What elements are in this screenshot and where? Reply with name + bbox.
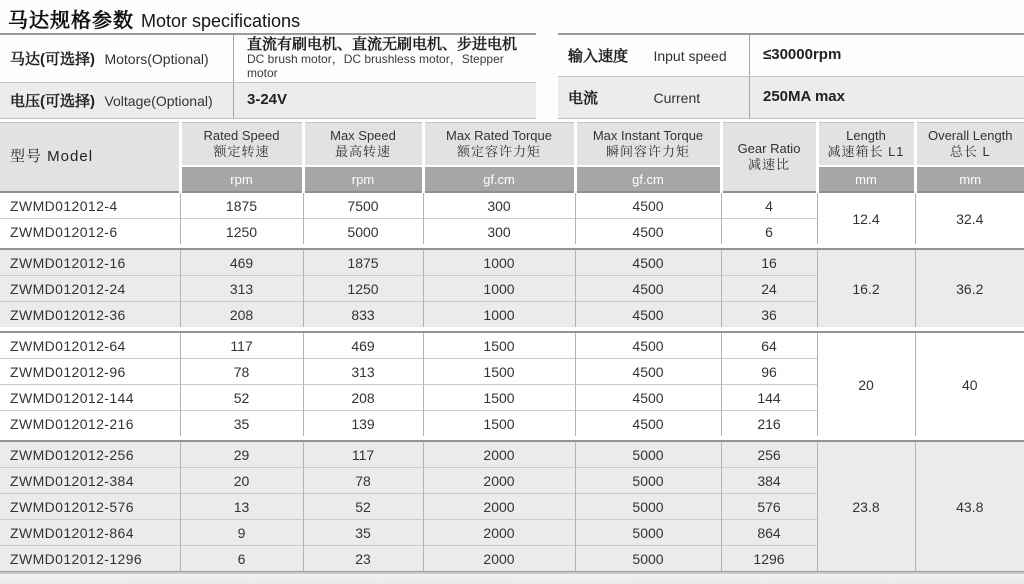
max-speed-cell: 35 [303,520,423,546]
motor-spec-table [0,122,1024,574]
max-instant-torque-cell: 4500 [575,411,721,437]
input-speed-label-en: Input speed [653,47,727,64]
max-speed-cell: 139 [303,411,423,437]
unit-length: mm [817,166,915,192]
max-speed-cell: 117 [303,441,423,468]
max-speed-cell: 23 [303,546,423,573]
rated-speed-cell: 469 [180,249,303,276]
max-rated-torque-cell: 300 [423,192,575,219]
rated-speed-cell: 6 [180,546,303,573]
gear-ratio-cell: 256 [721,441,817,468]
max-speed-cell: 1250 [303,276,423,302]
overall-length-en: Overall Length [927,127,1013,143]
max-rated-torque-cell: 1000 [423,302,575,328]
voltage-value: 3-24V [247,91,288,109]
col-header-max-speed [303,123,423,167]
model-cell: ZWMD012012-256 [0,441,180,468]
gear-ratio-cell: 24 [721,276,817,302]
current-label-cell [558,76,750,118]
current-row [558,76,1024,118]
model-cell: ZWMD012012-1296 [0,546,180,573]
voltage-value-cell [234,82,537,118]
rated-speed-cell: 20 [180,468,303,494]
model-cell: ZWMD012012-216 [0,411,180,437]
current-value: 250MA max [763,88,845,106]
rated-speed-cell: 29 [180,441,303,468]
spec-row-group [0,192,1024,244]
col-header-max-rated-torque [423,123,575,167]
max-rated-torque-cell: 2000 [423,468,575,494]
gear-ratio-cell: 144 [721,385,817,411]
current-label-en: Current [653,89,701,106]
scan-artifact-band [0,572,1024,584]
max-speed-cell: 1875 [303,249,423,276]
max-speed-cell: 52 [303,494,423,520]
max-rated-torque-cell: 1500 [423,359,575,385]
max-instant-torque-cell: 4500 [575,249,721,276]
motors-label-en: Motors(Optional) [104,50,209,67]
max-instant-torque-cell: 4500 [575,302,721,328]
motors-row [0,34,536,82]
max-instant-torque-cell: 4500 [575,332,721,359]
model-cell: ZWMD012012-64 [0,332,180,359]
page-title-en: Motor specifications [141,11,301,31]
voltage-label-cell [0,82,234,118]
model-cell: ZWMD012012-144 [0,385,180,411]
col-header-rated-speed [180,123,303,167]
col-header-overall-length [915,123,1024,167]
unit-max-speed: rpm [303,166,423,192]
length-cell: 20 [817,332,915,436]
rated-speed-en: Rated Speed [203,127,280,143]
max-instant-torque-cell: 4500 [575,359,721,385]
max-rated-torque-cell: 2000 [423,441,575,468]
length-cell: 23.8 [817,441,915,573]
model-cell: ZWMD012012-384 [0,468,180,494]
unit-max-rated-torque: gf.cm [423,166,575,192]
col-header-length [817,123,915,167]
voltage-label-zh: 电压(可选择) [10,92,95,110]
rated-speed-cell: 52 [180,385,303,411]
rated-speed-cell: 313 [180,276,303,302]
overall-length-cell: 43.8 [915,441,1024,573]
max-instant-torque-cell: 4500 [575,192,721,219]
spec-row-group [0,441,1024,573]
max-instant-torque-cell: 5000 [575,441,721,468]
input-speed-row [558,34,1024,76]
max-speed-cell: 5000 [303,219,423,245]
max-rated-torque-cell: 2000 [423,546,575,573]
overall-length-cell: 32.4 [915,192,1024,244]
model-cell: ZWMD012012-864 [0,520,180,546]
gear-ratio-en: Gear Ratio [737,140,801,156]
max-instant-torque-en: Max Instant Torque [592,127,704,143]
spec-row-group [0,332,1024,436]
max-rated-torque-zh: 额定容许力矩 [456,144,541,159]
max-speed-cell: 313 [303,359,423,385]
max-rated-torque-cell: 1500 [423,332,575,359]
unit-max-instant-torque: gf.cm [575,166,721,192]
max-instant-torque-cell: 4500 [575,219,721,245]
max-instant-torque-cell: 5000 [575,546,721,573]
input-speed-value: ≤30000rpm [763,46,842,64]
max-speed-cell: 208 [303,385,423,411]
motors-label-zh: 马达(可选择) [10,50,95,68]
model-cell: ZWMD012012-6 [0,219,180,245]
max-rated-torque-cell: 1000 [423,276,575,302]
max-speed-en: Max Speed [330,127,396,143]
gear-ratio-zh: 减速比 [747,157,790,172]
input-speed-value-cell [750,34,1024,76]
max-rated-torque-cell: 1500 [423,411,575,437]
model-cell: ZWMD012012-24 [0,276,180,302]
input-speed-label-cell [558,34,750,76]
model-cell: ZWMD012012-4 [0,192,180,219]
col-header-model: 型号 Model [0,123,180,193]
col-header-gear-ratio [721,123,817,193]
max-instant-torque-cell: 5000 [575,468,721,494]
max-speed-cell: 469 [303,332,423,359]
max-instant-torque-zh: 瞬间容许力矩 [605,144,690,159]
rated-speed-cell: 9 [180,520,303,546]
motor-options-table [0,33,536,119]
col-header-max-instant-torque [575,123,721,167]
gear-ratio-cell: 576 [721,494,817,520]
max-rated-torque-en: Max Rated Torque [446,127,552,143]
rated-speed-cell: 35 [180,411,303,437]
current-label-zh: 电流 [568,89,599,107]
spec-row [0,192,1024,219]
rated-speed-cell: 78 [180,359,303,385]
spec-table-header [0,123,1024,193]
max-speed-cell: 78 [303,468,423,494]
motors-value-en: DC brush motor，DC brushless motor，Stepper motor [247,52,504,81]
length-zh: 减速箱长 L1 [827,144,905,159]
gear-ratio-cell: 64 [721,332,817,359]
gear-ratio-cell: 36 [721,302,817,328]
unit-rated-speed: rpm [180,166,303,192]
spec-row [0,441,1024,468]
rated-speed-cell: 1875 [180,192,303,219]
max-speed-zh: 最高转速 [334,144,391,159]
rated-speed-cell: 1250 [180,219,303,245]
gear-ratio-cell: 384 [721,468,817,494]
max-instant-torque-cell: 4500 [575,276,721,302]
rated-speed-cell: 117 [180,332,303,359]
voltage-label-en: Voltage(Optional) [104,92,213,109]
model-cell: ZWMD012012-576 [0,494,180,520]
max-rated-torque-cell: 300 [423,219,575,245]
max-speed-cell: 7500 [303,192,423,219]
motors-label-cell [0,34,234,82]
page-title-zh: 马达规格参数 [8,10,134,32]
max-rated-torque-cell: 1500 [423,385,575,411]
max-rated-torque-cell: 1000 [423,249,575,276]
input-speed-label-zh: 输入速度 [568,47,629,65]
spec-row-group [0,249,1024,327]
length-en: Length [846,127,886,143]
top-info-section [0,33,1024,119]
gear-ratio-cell: 6 [721,219,817,245]
max-instant-torque-cell: 5000 [575,494,721,520]
max-rated-torque-cell: 2000 [423,494,575,520]
max-instant-torque-cell: 5000 [575,520,721,546]
current-value-cell [750,76,1024,118]
rated-speed-cell: 13 [180,494,303,520]
gear-ratio-cell: 864 [721,520,817,546]
overall-length-cell: 36.2 [915,249,1024,327]
max-instant-torque-cell: 4500 [575,385,721,411]
max-rated-torque-cell: 2000 [423,520,575,546]
gear-ratio-cell: 16 [721,249,817,276]
motors-value-cell [234,34,537,82]
spec-row [0,249,1024,276]
gear-ratio-cell: 216 [721,411,817,437]
max-speed-cell: 833 [303,302,423,328]
rated-speed-cell: 208 [180,302,303,328]
spec-row [0,332,1024,359]
length-cell: 12.4 [817,192,915,244]
overall-length-zh: 总长 L [949,144,991,159]
length-cell: 16.2 [817,249,915,327]
header-row [0,123,1024,167]
unit-overall-length: mm [915,166,1024,192]
gear-ratio-cell: 1296 [721,546,817,573]
page-title [8,4,300,33]
electrical-specs-table [558,33,1024,119]
rated-speed-zh: 额定转速 [213,144,270,159]
gear-ratio-cell: 4 [721,192,817,219]
gear-ratio-cell: 96 [721,359,817,385]
model-cell: ZWMD012012-36 [0,302,180,328]
overall-length-cell: 40 [915,332,1024,436]
voltage-row [0,82,536,118]
model-cell: ZWMD012012-96 [0,359,180,385]
model-cell: ZWMD012012-16 [0,249,180,276]
motors-value-zh: 直流有刷电机、直流无刷电机、步进电机 [247,36,518,53]
